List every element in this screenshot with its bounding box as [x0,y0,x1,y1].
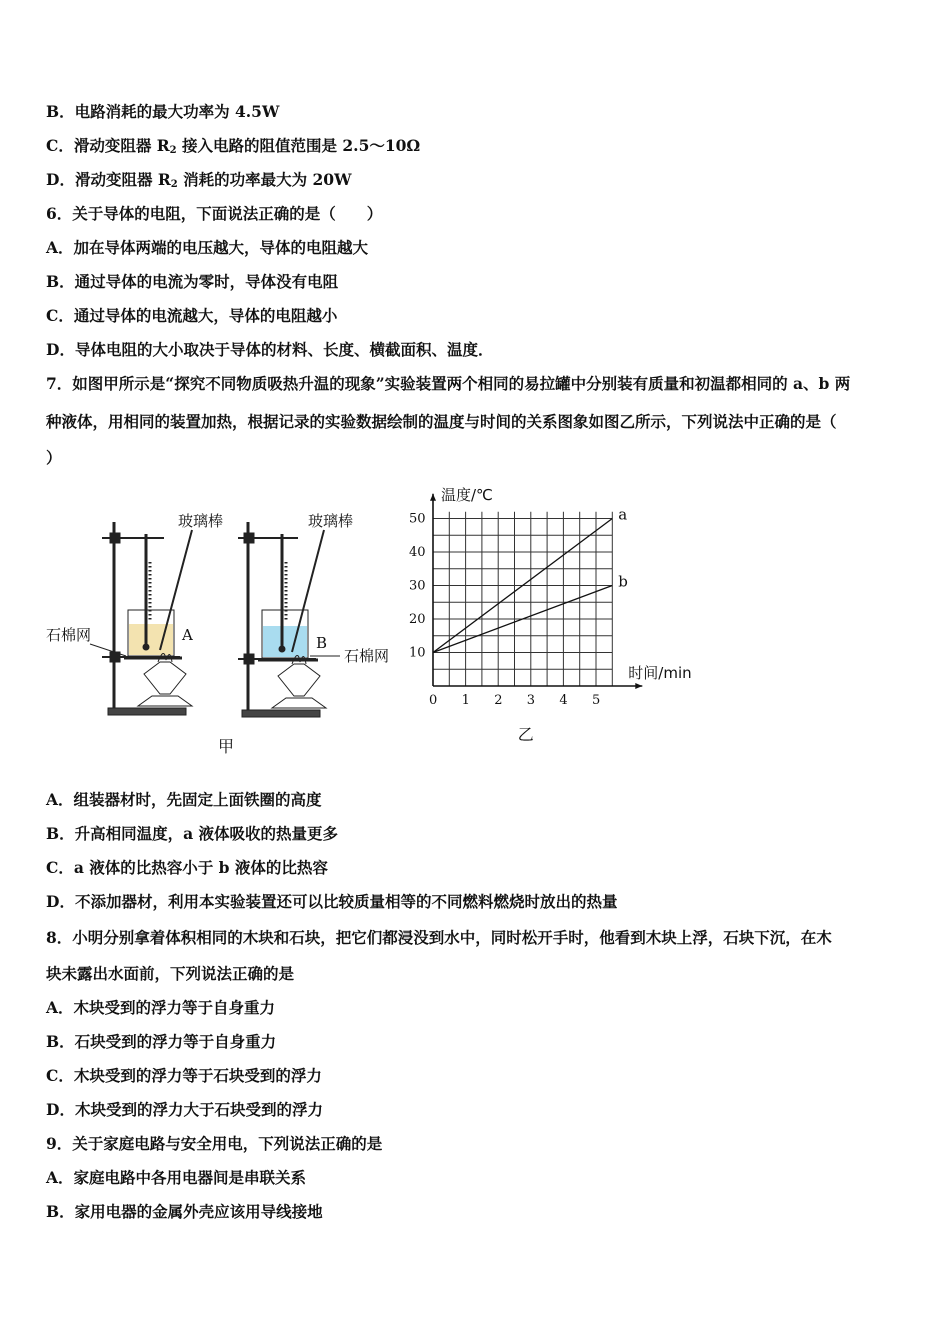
q8-stem-line2: 块未露出水面前，下列说法正确的是 [46,964,295,983]
rod-label-b: 玻璃棒 [308,512,354,530]
q6-option-a: A．加在导体两端的电压越大，导体的电阻越大 [46,238,369,257]
series-label-a: a [618,505,628,524]
x-axis-arrow [635,683,642,689]
q9-stem: 9．关于家庭电路与安全用电，下列说法正确的是 [46,1134,383,1153]
y-tick-label: 40 [409,545,426,560]
upper-clamp [244,533,254,543]
q6-option-b: B．通过导体的电流为零时，导体没有电阻 [46,272,339,291]
q8-option-d: D．木块受到的浮力大于石块受到的浮力 [46,1100,323,1119]
q6-stem: 6．关于导体的电阻，下面说法正确的是（ ） [46,204,383,223]
x-tick-label: 1 [461,693,470,708]
q7-option-a: A．组装器材时，先固定上面铁圈的高度 [46,790,322,809]
caption-yi: 乙 [517,725,534,744]
x-tick-label: 4 [559,693,568,708]
y-tick-label: 10 [409,645,426,661]
y-tick-label: 30 [409,578,426,594]
stand-base [108,708,186,715]
q5-option-d-rest: 消耗的功率最大为 20W [177,170,352,189]
thermometer-a-bulb [143,644,149,650]
q6-option-c: C．通过导体的电流越大，导体的电阻越小 [46,306,338,325]
ring-clamp [244,654,254,664]
q5-option-d [46,170,910,195]
lamp-a [138,662,192,706]
q9-option-b: B．家用电器的金属外壳应该用导线接地 [46,1202,323,1221]
q7-stem-line2: 种液体，用相同的装置加热，根据记录的实验数据绘制的温度与时间的关系图象如图乙所示，下列说法中正确的是（ [46,412,837,431]
liquid-b [263,626,307,657]
q7-option-c: C．a 液体的比热容小于 b 液体的比热容 [46,858,328,877]
rod-label-a: 玻璃棒 [178,512,224,530]
q8-stem-line1: 8．小明分别拿着体积相同的木块和石块，把它们都浸没到水中，同时松开手时，他看到木块上浮，石块下沉，在木 [46,928,832,947]
q8-option-b: B．石块受到的浮力等于自身重力 [46,1032,277,1051]
gauze-label-a: 石棉网 [46,626,92,644]
x-tick-label: 3 [526,693,536,708]
beaker-label-b: B [316,634,328,652]
y-axis-arrow [430,494,436,501]
stand-base [242,710,320,717]
y-tick-label: 50 [409,511,426,527]
temperature-time-graph [409,486,692,744]
q8-option-a: A．木块受到的浮力等于自身重力 [46,998,276,1017]
x-tick-label: 2 [494,693,503,708]
apparatus-a [90,522,192,715]
x-axis-label: 时间/min [628,664,692,682]
subscript: 2 [170,179,178,190]
q9-option-a: A．家庭电路中各用电器间是串联关系 [46,1168,307,1187]
gauze-label-b: 石棉网 [344,647,390,665]
q7-stem-line1: 7．如图甲所示是“探究不同物质吸热升温的现象”实验装置两个相同的易拉罐中分别装有质量和初温都相同的 a、b 两 [46,374,851,393]
x-tick-label: 0 [429,693,438,708]
leader-gauze-a [90,644,126,656]
apparatus-b [238,522,340,717]
q5-option-d-text: D．滑动变阻器 R [46,170,171,189]
series-label-b: b [618,572,628,591]
subscript: 2 [169,145,177,156]
q6-option-d: D．导体电阻的大小取决于导体的材料、长度、横截面积、温度． [46,340,494,359]
q7-stem-line3: ） [46,448,62,467]
caption-jia: 甲 [218,737,235,756]
beaker-label-a: A [182,626,193,644]
thermometer-b-bulb [279,646,285,652]
x-tick-label: 5 [592,693,601,708]
q5-option-b: B．电路消耗的最大功率为 4.5W [46,102,280,121]
q5-option-c-text: C．滑动变阻器 R [46,136,170,155]
q8-option-c: C．木块受到的浮力等于石块受到的浮力 [46,1066,322,1085]
lamp-b [272,664,326,708]
y-axis-label: 温度/℃ [441,485,493,504]
q7-figure [40,485,720,766]
q5-option-c-rest: 接入电路的阻值范围是 2.5～10Ω [176,136,421,155]
q7-option-d: D．不添加器材，利用本实验装置还可以比较质量相等的不同燃料燃烧时放出的热量 [46,892,618,911]
y-tick-label: 20 [409,612,426,627]
q7-option-b: B．升高相同温度，a 液体吸收的热量更多 [46,824,339,843]
q5-option-c [46,136,910,161]
upper-clamp [110,533,120,543]
